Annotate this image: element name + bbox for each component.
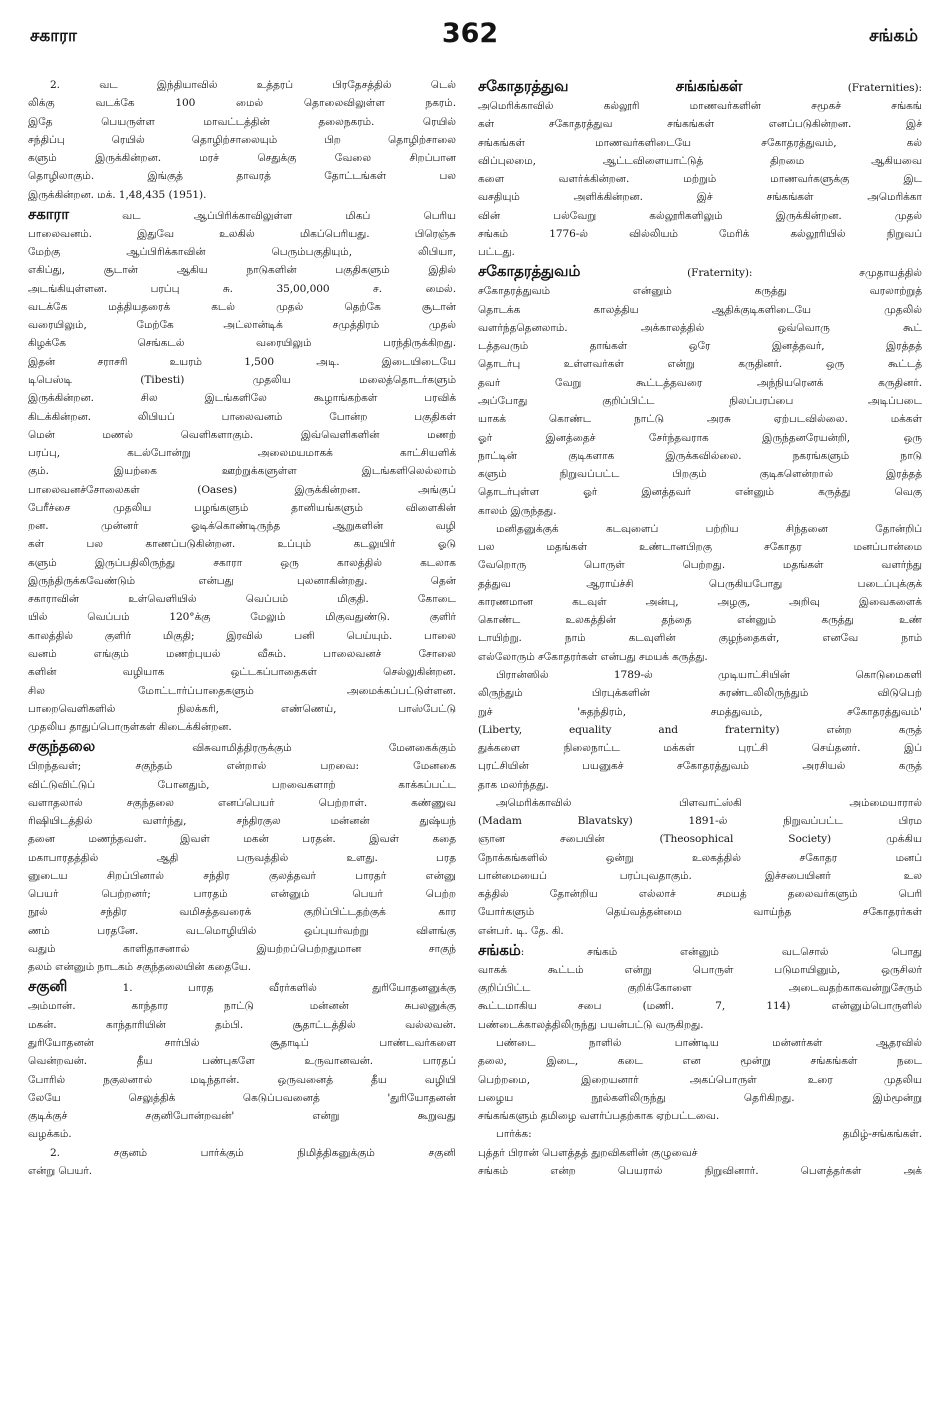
right-text-line: சகோதரத்துவம் என்னும் கருத்து வரலாற்றுத் [478,285,922,298]
left-text-line: குடிக்குச் சகுனிபோன்றவன்' என்று கூறுவது [28,1110,456,1123]
right-text-line: பான்மையைப் பரப்புவதாகும். இச்சபையினர் உல [478,869,922,882]
left-text-line: இருக்கின்றன. மக். 1,48,435 (1951). [28,188,207,201]
right-text-line: சங்கம் என்ற பெயரால் நிறுவினார். பௌத்தர்கள் அக் [478,1164,922,1177]
right-text-line: தொடர்பு உள்ளவர்கள் என்று கருதினர். ஒரு கூட்டத் [478,358,922,371]
right-text-line: தாக மலர்ந்தது. [478,778,549,791]
right-text-line: ஓர் இனத்தைச் சேர்ந்தவராக இருந்தனரேயன்றி, ஒரு [478,431,922,444]
right-text-line: சங்கங்களும் தமிழை வளர்ப்பதற்காக ஏற்பட்டவை. [478,1110,720,1123]
right-text-line: சங்கம் 1776-ல் வில்லியம் மேரிக் கல்லூரியில் நிறுவப் [478,227,922,240]
left-text-line: தொழிலாகும். இங்குத் தாவரத் தோட்டங்கள் பல [28,170,456,183]
left-text-line: பெயர் பெற்றனர்; பாரதம் என்னும் பெயர் பெற்ற [28,888,456,901]
right-text-line: பழைய நூல்களிலிருந்து தெரிகிறது. இம்மூன்று [478,1091,922,1104]
running-head-right: சங்கம் [869,26,918,46]
left-text-line: பாலைவனம். இதுவே உலகில் மிகப்பெரியது. பிரெஞ்சு [28,227,456,240]
entry-heading-rest: (Fraternities): [742,82,922,94]
right-text-line: காலம் இருந்தது. [478,504,557,517]
entry-headword: சங்கம் [478,940,521,959]
right-text-line: புரட்சியின் பயனுகச் சகோதரத்துவம் அரசியல் கருத் [478,760,922,773]
entry-heading-rest: 1. பாரத வீரர்களில் துரியோதனனுக்கு [67,982,456,995]
entry-headword: சகாரா [28,204,70,223]
left-entry-heading-line [28,204,456,225]
left-text-line: தலம் என்னும் நாடகம் சகுந்தலையின் கதையே. [28,961,252,974]
entry-headword: சகோதரத்துவ சங்கங்கள் [478,77,743,95]
left-text-line: ணம் பரதனே. வடமொழியில் ஒப்புயர்வற்று விளங்கு [28,924,456,937]
left-text-line: களும் இருப்பதிலிருந்து சகாரா ஒரு காலத்தில் கடலாக [28,556,456,569]
right-text-line: பெற்றமை, இறையனார் அகப்பொருள் உரை முதலிய [478,1073,922,1086]
left-text-line: கிடக்கின்றன. லிபியப் பாலைவனம் போன்ற பகுதிகள் [28,410,456,423]
left-text-line: துரியோதனன் சார்பில் சூதாடிப் பாண்டவர்களை [28,1037,456,1050]
right-text-line: வேறொரு பொருள் பெற்றது. மதங்கள் வளர்ந்து [478,559,922,572]
right-text-line: றுச் 'சுதந்திரம், சமத்துவம், சகோதரத்துவம்' [478,705,922,718]
right-text-line: யாகக் கொண்ட நாட்டு அரசு ஏற்படவில்லை. மக்கள் [478,413,922,426]
left-text-line: வதும் காளிதாசனால் இயற்றப்பெற்றதுமான சாகுந் [28,942,456,955]
left-text-line: 2. வட இந்தியாவில் உத்தரப் பிரதேசத்தில் டெல் [50,79,456,91]
left-text-line: பாலைவனச்சோலைகள் (Oases) இருக்கின்றன. அங்குப் [28,483,456,496]
entry-headword: சகுந்தலை [28,737,96,756]
right-text-line: களை வளர்க்கின்றன. மற்றும் மாணவர்களுக்கு இட [478,173,922,186]
right-text-line: அமெரிக்காவில் கல்லூரி மாணவர்களின் சமூகச் சங்கங் [478,100,922,112]
left-text-line: லேயே செலுத்திக் கெடுப்பவனைத் 'துரியோதனன் [28,1091,456,1104]
right-text-line: தொடர்புள்ள ஓர் இனத்தவர் என்னும் கருத்து வெகு [478,486,922,499]
right-text-line: பண்டை நாளில் பாண்டிய மன்னர்கள் ஆதரவில் [496,1037,922,1050]
page-header [0,18,940,64]
left-text-line: மகாபாரதத்தில் ஆதி பருவத்தில் உளது. பரத [28,851,456,864]
left-text-line: வென்றவன். தீய பண்புகளே உருவானவன். பாரதப் [28,1055,456,1068]
left-text-line: அடங்கியுள்ளன. பரப்பு சு. 35,00,000 ச. மைல். [28,282,456,295]
left-text-line: சகாராவின் உள்வெளியில் வெப்பம் மிகுதி. கோடை [28,593,456,606]
left-entry-heading-line [28,736,456,757]
entry-headword: சகோதரத்துவம் [478,262,581,281]
left-text-line: னுடைய சிறப்பினால் சந்திர குலத்தவர் பாரதர் என்னு [28,869,456,882]
right-text-line: பண்டைக்காலத்திலிருந்து பயன்பட்டு வருகிறது. [478,1018,704,1031]
right-text-line: கொண்ட உலகத்தின் தந்தை என்னும் கருத்து உண் [478,614,922,627]
left-text-line: வளாதலால் சகுந்தலை எனப்பெயர் பெற்றாள். கண்ணுவ [28,796,456,809]
right-text-line: வசதியும் அளிக்கின்றன. இச் சங்கங்கள் அமெரிக்கா [478,191,922,204]
left-text-line: லிக்கு வடக்கே 100 மைல் தொலைவிலுள்ள நகரம். [28,97,456,110]
left-text-line: இருந்திருக்கவேண்டும் என்பது புலனாகின்றது. தென் [28,574,456,587]
right-text-line: கத்தில் தோன்றிய எல்லாச் சமயத் தலைவர்களும் பெரி [478,888,922,901]
left-text-line: பாறைவெளிகளில் நிலக்கரி, எண்ணெய், பாஸ்பேட்டு [28,702,456,715]
right-text-line: தவர் வேறு கூட்டத்தவரை அந்நியரெனக் கருதினர். [478,376,922,389]
right-column [478,76,922,1416]
left-text-line: சில மோட்டார்ப்பாதைகளும் அமைக்கப்பட்டுள்ளன. [28,684,456,697]
left-text-line: கும். இயற்கை ஊற்றுக்களுள்ள இடங்களிலெல்லாம் [28,465,456,478]
left-text-line: எகிப்து, சூடான் ஆகிய நாடுகளின் பகுதிகளும் இதில் [28,264,456,277]
right-text-line: எல்லோரும் சகோதரர்கள் என்பது சமயக் கருத்து. [478,650,708,663]
right-text-line: தத்துவ ஆராய்ச்சி பெருகியபோது படைப்புக்குக் [478,577,922,590]
right-text-line: வளர்ந்ததெனலாம். அக்காலத்தில் ஒவ்வொரு கூட் [478,321,922,334]
right-text-line: ஞான சபையின் (Theosophical Society) முக்கிய [478,833,922,846]
right-text-line: வாகக் கூட்டம் என்று பொருள் படுமாயினும், ஒருசிலர் [478,963,922,976]
right-text-line: காரணமான கடவுள் அன்பு, அழகு, அறிவு இவைகளைக் [478,595,922,608]
left-column [28,76,456,1416]
entry-heading-rest: (Fraternity): சமுதாயத்தில் [580,267,922,280]
left-text-line: வரையிலும், மேற்கே அட்லான்டிக் சமுத்திரம் முதல் [28,319,456,332]
right-text-line: வின் பல்வேறு கல்லூரிகளிலும் இருக்கின்றன. முதல் [478,209,922,222]
right-text-line: துக்களை நிலைநாட்ட மக்கள் புரட்சி செய்தனர். இப் [478,742,922,755]
left-text-line: யில் வெப்பம் 120°க்கு மேலும் மிகுவதுண்டு. குளிர் [28,611,456,624]
entry-headword: சகுனி [28,977,68,996]
entry-heading-rest: வட ஆப்பிரிக்காவிலுள்ள மிகப் பெரிய [69,209,456,222]
left-text-line: அம்மான். காந்தார நாட்டு மன்னன் சுபலனுக்கு [28,1000,456,1013]
right-text-line: சங்கங்கள் மாணவர்களிடையே சகோதரத்துவம், கல் [478,136,922,149]
left-text-line: என்று பெயர். [28,1164,93,1177]
right-text-line: டத்தவரும் தாங்கள் ஒரே இனத்தவர், இரத்தத் [478,340,922,353]
left-text-line: றன. முன்னர் ஓடிக்கொண்டிருந்த ஆறுகளின் வழி [28,520,456,533]
right-text-line: பார்க்க: தமிழ்-சங்கங்கள். [496,1128,922,1141]
right-text-line: குறிப்பிட்ட குறிக்கோளை அடைவதற்காகவன்றுசேரும் [478,982,922,995]
left-text-line: காலத்தில் குளிர் மிகுதி; இரவில் பனி பெய்யும். பாலை [28,629,456,642]
left-text-line: பரப்பு, கடல்போன்று அலைமயமாகக் காட்சியளிக் [28,447,456,460]
left-text-line: பிறந்தவள்; சகுந்தம் என்றால் பறவை: மேனகை [28,760,456,773]
left-text-line: வழக்கம். [28,1128,72,1141]
left-text-line: விட்டுவிட்டுப் போனதும், பறவைகளாற் காக்கப்பட்ட [28,778,456,791]
right-text-line: நாட்டின் குடிகளாக இருக்கவில்லை. நகரங்களும் நாடு [478,449,922,462]
right-text-line: (Madam Blavatsky) 1891-ல் நிறுவப்பட்ட பிரம [478,815,922,828]
right-text-line: தலை, இடை, கடை என மூன்று சங்கங்கள் நடை [478,1055,922,1068]
left-text-line: இதன் சராசரி உயரம் 1,500 அடி. இடையிடையே [28,355,456,368]
left-text-line: மேற்கு ஆப்பிரிக்காவின் பெரும்பகுதியும், லிபியா, [28,246,456,259]
left-text-line: பேரீச்சை முதலிய பழங்களும் தானியங்களும் விளைகின் [28,501,456,514]
left-text-line: மகன். காந்தாரியின் தம்பி. சூதாட்டத்தில் வல்லவன். [28,1018,456,1031]
right-text-line: களும் நிறுவப்பட்ட பிறகும் குடிகளென்றால் இரத்தத் [478,468,922,481]
right-text-line: விப்புலமை, ஆட்டவிளையாட்டுத் திறமை ஆகியவை [478,154,922,167]
left-text-line: இருக்கின்றன. சில இடங்களிலே கூழாங்கற்கள் பரவிக் [28,392,456,405]
left-text-line: போரில் நகுலனால் மடிந்தான். ஒருவனைத் தீய வழியி [28,1073,456,1086]
left-text-line: நூல் சந்திர வமிசத்தவரைக் குறிப்பிட்டதற்குக் கார [28,906,456,919]
right-text-line: (Liberty, equality and fraternity) என்ற கருத் [478,723,922,736]
left-text-line: வனம் எங்கும் மணற்புயல் வீசும். பாலைவனச் சோலை [28,647,456,660]
right-text-line: பல மதங்கள் உண்டானபிறகு சகோதர மனப்பான்மை [478,541,922,554]
left-text-line: சந்திப்பு ரெயில் தொழிற்சாலையும் பிற தொழிற்சாலை [28,133,456,146]
right-text-line: புத்தர் பிரான் பௌத்தத் துறவிகளின் குழுவைச் [478,1146,698,1159]
right-text-line: கூட்டமாகிய சபை (மணி. 7, 114) என்னும்பொருளில் [478,1000,922,1013]
page-number: 362 [441,18,499,49]
left-text-line: ரிஷியிடத்தில் வளர்ந்து, சந்திரகுல மன்னன் துஷ்யந் [28,815,456,828]
left-text-line: 2. சகுனம் பார்க்கும் நிமித்திகனுக்கும் சகுனி [50,1146,456,1159]
left-text-line: டிபெஸ்டி (Tibesti) முதலிய மலைத்தொடர்களும் [28,373,456,386]
entry-heading-rest: : சங்கம் என்னும் வடசொல் பொது [520,945,922,958]
right-entry-heading-line [478,76,922,97]
right-entry-heading-line [478,261,922,282]
left-text-line: கிழக்கே செங்கடல் வரையிலும் பரந்திருக்கிறது. [28,337,456,350]
right-text-line: யோர்களும் தெய்வத்தன்மை வாய்ந்த சகோதரர்கள் [478,906,922,919]
left-text-line: கள் பல காணப்படுகின்றன. உப்பும் கடலுயிர் ஓடு [28,538,456,551]
left-text-line: தனை மணந்தவள். இவள் மகன் பரதன். இவள் கதை [28,833,456,846]
right-text-line: பிரான்ஸில் 1789-ல் முடியாட்சியின் கொடுமைகளி [496,668,922,681]
left-entry-heading-line [28,976,456,997]
left-text-line: இதே பெயருள்ள மாவட்டத்தின் தலைநகரம். ரெயில் [28,115,456,128]
right-entry-heading-line [478,940,922,961]
left-text-line: களும் இருக்கின்றன. மரச் செதுக்கு வேலை சிறப்பான [28,152,456,165]
right-text-line: பட்டது. [478,246,515,259]
right-text-line: மனிதனுக்குக் கடவுளைப் பற்றிய சிந்தனை தோன்றிப் [496,522,922,535]
left-text-line: மென் மணல் வெளிகளாகும். இவ்வெளிகளின் மணற் [28,428,456,441]
running-head-left: சகாரா [30,26,77,46]
right-text-line: நோக்கங்களில் ஒன்று உலகத்தில் சகோதர மனப் [478,851,922,864]
right-text-line: அமெரிக்காவில் பிளவாட்ஸ்கி அம்மையாரால் [496,796,922,809]
right-text-line: தொடக்க காலத்திய ஆதிக்குடிகளிடையே முதலில் [478,303,922,316]
right-text-line: என்பர். டி. தே. கி. [478,924,564,937]
right-text-line: டாயிற்று. நாம் கடவுளின் குழந்தைகள், எனவே நாம் [478,632,922,645]
right-text-line: லிருந்தும் பிரபுக்களின் சுரண்டலிலிருந்தும் விடுபெற் [478,687,922,700]
right-text-line: கள் சகோதரத்துவ சங்கங்கள் எனப்படுகின்றன. இச் [478,118,922,131]
entry-heading-rest: விசுவாமித்திரருக்கும் மேனகைக்கும் [95,742,456,755]
left-text-line: முதலிய தாதுப்பொருள்கள் கிடைக்கின்றன. [28,721,232,734]
left-text-line: வடக்கே மத்தியதரைக் கடல் முதல் தெற்கே சூடான் [28,300,456,313]
left-text-line: களின் வழியாக ஒட்டகப்பாதைகள் செல்லுகின்றன. [28,666,456,679]
right-text-line: அப்போது குறிப்பிட்ட நிலப்பரப்பை அடிப்படை [478,394,922,407]
